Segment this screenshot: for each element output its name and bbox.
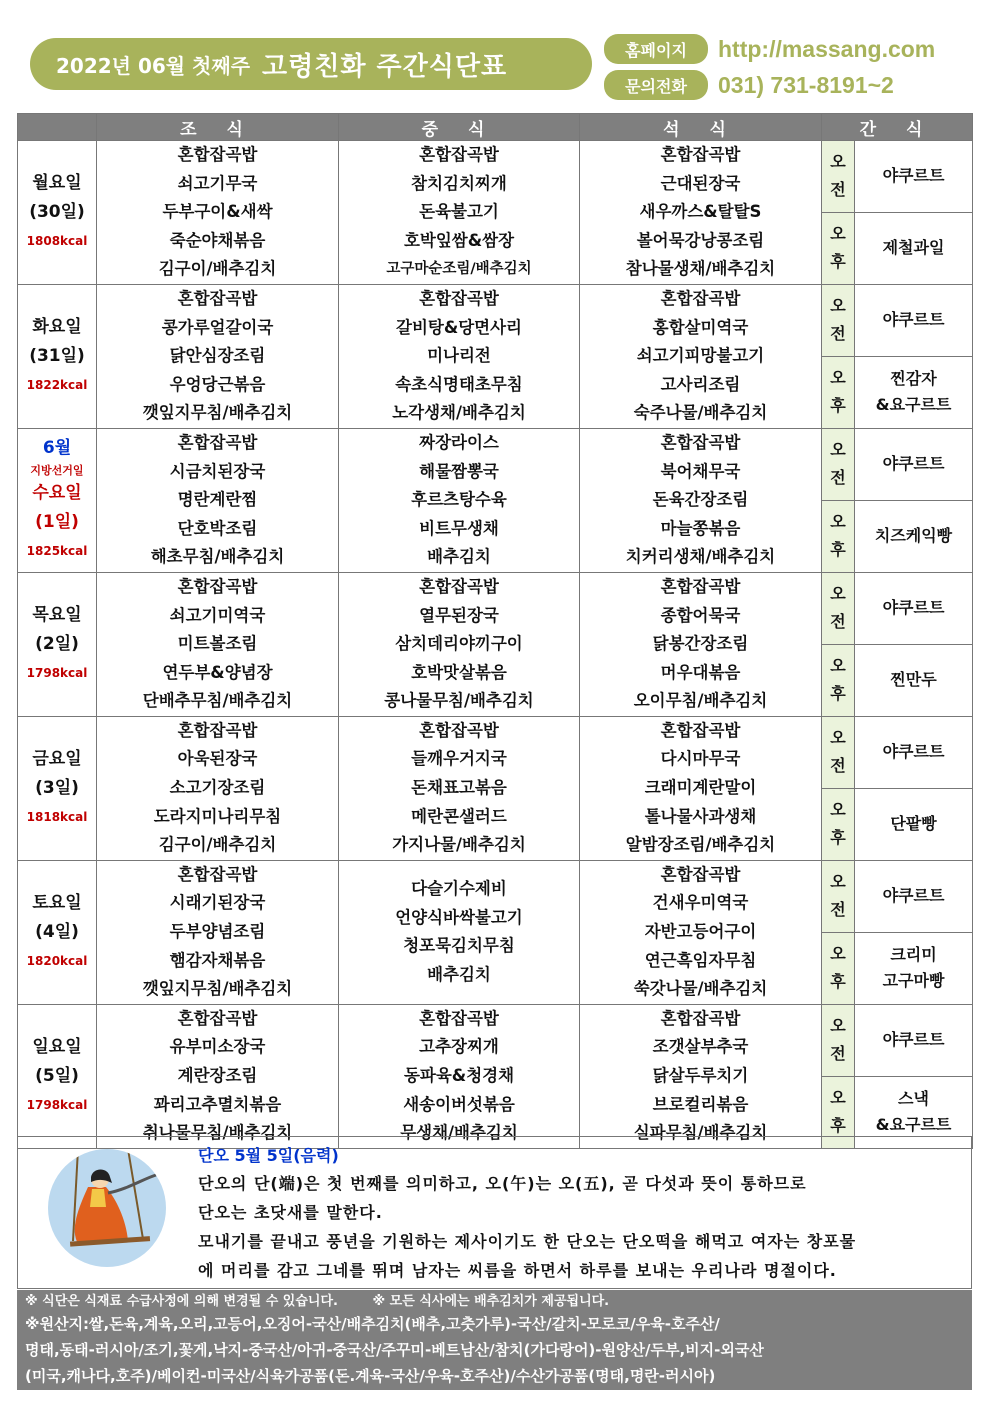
- dinner-cell: [580, 428, 822, 572]
- dinner-item: 닭봉간장조림: [652, 634, 749, 654]
- lunch-item: 속초식명태초무침: [395, 374, 523, 394]
- snack-am-char: 전: [830, 1044, 846, 1064]
- snack-pm-cell: [855, 788, 973, 860]
- lunch-item: 혼합잡곡밥: [419, 576, 499, 596]
- breakfast-item: 깻잎지무침/배추김치: [142, 403, 293, 423]
- lunch-item: 배추김치: [427, 964, 491, 984]
- breakfast-item: 혼합잡곡밥: [177, 432, 258, 452]
- snack-am-item: 야쿠르트: [882, 742, 945, 762]
- lunch-cell: [339, 572, 580, 716]
- snack-pm-item: 단팥빵: [890, 814, 937, 834]
- snack-am-label: [822, 716, 855, 788]
- lunch-item: 다슬기수제비: [411, 879, 507, 899]
- snack-pm-item: 크리미: [890, 945, 937, 965]
- day-cell: [18, 572, 97, 716]
- breakfast-item: 도라지미나리무침: [153, 806, 282, 826]
- footer-notice: [17, 1290, 972, 1390]
- snack-pm-char: 후: [830, 252, 846, 272]
- breakfast-item: 미트볼조림: [177, 634, 258, 654]
- lunch-cell: [339, 428, 580, 572]
- snack-pm-label: [822, 356, 855, 428]
- day-cell: [18, 860, 97, 1004]
- menu-header-row: [18, 114, 973, 141]
- snack-pm-item: &요구르트: [875, 395, 952, 415]
- dinner-item: 북어채무국: [660, 461, 741, 481]
- breakfast-item: 계란장조림: [177, 1066, 258, 1085]
- title-banner: [30, 38, 592, 90]
- snack-pm-item: 제철과일: [882, 238, 945, 258]
- dinner-item: 홍합살미역국: [652, 317, 749, 337]
- day-name: 토요일: [32, 892, 82, 913]
- day-kcal: 1820kcal: [26, 953, 88, 968]
- dinner-item: 혼합잡곡밥: [660, 1008, 741, 1028]
- lunch-item: 콩나물무침/배추김치: [384, 691, 534, 711]
- notice-kimchi: ※ 모든 식사에는 배추김치가 제공됩니다.: [372, 1294, 610, 1309]
- snack-pm-item: 찐감자: [890, 369, 937, 389]
- breakfast-item: 쇠고기미역국: [169, 605, 266, 625]
- day-row: [18, 572, 973, 644]
- note-title: 단오 5월 5일(음력): [198, 1146, 339, 1165]
- lunch-item: 고추장찌개: [419, 1037, 499, 1057]
- lunch-item: 언양식바싹불고기: [395, 907, 523, 927]
- lunch-cell: [339, 284, 580, 428]
- lunch-item: 혼합잡곡밥: [419, 288, 499, 308]
- snack-pm-char: 후: [830, 972, 846, 992]
- snack-am-label: [822, 284, 855, 356]
- snack-am-cell: [855, 572, 973, 644]
- lunch-item: 고구마순조림/배추김치: [386, 261, 532, 278]
- snack-pm-cell: [855, 932, 973, 1004]
- lunch-item: 배추김치: [427, 547, 491, 567]
- dano-note: [17, 1136, 972, 1289]
- footer-notices: [25, 1293, 964, 1311]
- col-lunch: 중 식: [339, 114, 580, 141]
- breakfast-item: 명란계란찜: [177, 490, 258, 510]
- breakfast-item: 혼합잡곡밥: [177, 288, 258, 308]
- origin-line-2: 명태,동태-러시아/조기,꽃게,낙지-중국산/아귀-중국산/주꾸미-베트남산/참치(가다랑어)-원양산/두부,비지-외국산: [25, 1341, 764, 1359]
- lunch-item: 후르츠탕수육: [411, 490, 507, 510]
- breakfast-item: 혼합잡곡밥: [177, 1008, 258, 1028]
- snack-am-label: [822, 860, 855, 932]
- day-name: 수요일: [32, 483, 82, 504]
- homepage-link[interactable]: http://massang.com: [718, 35, 936, 62]
- snack-pm-item: 치즈케익빵: [874, 526, 953, 546]
- dinner-item: 혼합잡곡밥: [660, 432, 741, 452]
- day-kcal: 1798kcal: [26, 1097, 88, 1112]
- dinner-cell: [580, 284, 822, 428]
- snack-am-char: 오: [830, 152, 846, 172]
- origin-line-1: ※원산지:쌀,돈육,계육,오리,고등어,오징어-국산/배추김치(배추,고춧가루)-국산/갈치-모로코/우육-호주산/: [25, 1315, 720, 1333]
- breakfast-item: 연두부&양념장: [162, 662, 273, 682]
- phone-label: 문의전화: [604, 70, 708, 100]
- snack-pm-char: 오: [830, 944, 846, 964]
- snack-pm-item: &요구르트: [875, 1115, 952, 1135]
- breakfast-item: 김구이/배추김치: [158, 835, 277, 855]
- snack-pm-cell: [855, 500, 973, 572]
- lunch-item: 새송이버섯볶음: [403, 1094, 515, 1114]
- snack-pm-item: 스낵: [898, 1089, 929, 1109]
- day-cell: [18, 428, 97, 572]
- snack-am-cell: [855, 284, 973, 356]
- snack-pm-char: 오: [830, 368, 846, 388]
- snack-am-item: 야쿠르트: [882, 454, 945, 474]
- day-row: [18, 141, 973, 213]
- snack-pm-label: [822, 932, 855, 1004]
- dinner-item: 자반고등어구이: [644, 922, 757, 942]
- notice-change: ※ 식단은 식재료 수급사정에 의해 변경될 수 있습니다.: [25, 1294, 338, 1309]
- lunch-item: 미나리전: [427, 346, 491, 366]
- dinner-item: 쇠고기피망불고기: [636, 346, 765, 366]
- snack-am-cell: [855, 428, 973, 500]
- dinner-item: 크래미계란말이: [644, 778, 757, 798]
- dinner-cell: [580, 141, 822, 285]
- snack-am-char: 오: [830, 1016, 846, 1036]
- phone-row: [604, 70, 974, 100]
- day-holiday: 지방선거일: [30, 464, 84, 478]
- snack-am-label: [822, 141, 855, 213]
- breakfast-item: 시금치된장국: [169, 461, 266, 481]
- origin-line-3: (미국,캐나다,호주)/베이컨-미국산/식육가공품(돈.계육-국산/우육-호주산)/수산가공품(명태,명란-러시아): [25, 1367, 716, 1385]
- snack-am-char: 전: [830, 468, 846, 488]
- dinner-item: 건새우미역국: [652, 893, 749, 913]
- snack-am-cell: [855, 141, 973, 213]
- snack-am-char: 전: [830, 612, 846, 632]
- dinner-item: 오이무침/배추김치: [633, 691, 768, 711]
- breakfast-item: 단배추무침/배추김치: [142, 691, 293, 711]
- day-row: [18, 428, 973, 500]
- day-date: (2일): [35, 633, 79, 654]
- snack-am-char: 오: [830, 872, 846, 892]
- snack-pm-cell: [855, 644, 973, 716]
- dinner-item: 참나물생채/배추김치: [625, 259, 776, 279]
- breakfast-cell: [97, 141, 339, 285]
- dinner-item: 머우대볶음: [660, 662, 741, 682]
- breakfast-item: 소고기장조림: [169, 778, 266, 798]
- snack-pm-char: 오: [830, 1088, 846, 1108]
- breakfast-item: 우엉당근볶음: [169, 374, 266, 394]
- day-cell: [18, 1004, 97, 1148]
- snack-pm-item: 고구마빵: [882, 971, 945, 991]
- day-name: 월요일: [32, 172, 82, 193]
- lunch-item: 동파육&청경채: [403, 1066, 515, 1085]
- dinner-item: 혼합잡곡밥: [660, 864, 741, 884]
- dinner-item: 종합어묵국: [660, 605, 741, 625]
- dinner-cell: [580, 572, 822, 716]
- lunch-cell: [339, 860, 580, 1004]
- snack-am-item: 야쿠르트: [882, 1030, 945, 1050]
- dinner-item: 닭살두루치기: [652, 1066, 749, 1085]
- lunch-item: 갈비탕&당면사리: [396, 317, 522, 337]
- col-dinner: 석 식: [580, 114, 822, 141]
- breakfast-item: 혼합잡곡밥: [177, 720, 258, 740]
- breakfast-cell: [97, 860, 339, 1004]
- snack-pm-char: 오: [830, 656, 846, 676]
- dinner-item: 조갯살부추국: [652, 1037, 749, 1057]
- lunch-item: 돈채표고볶음: [411, 778, 507, 798]
- snack-pm-char: 후: [830, 396, 846, 416]
- lunch-item: 혼합잡곡밥: [419, 145, 499, 164]
- dinner-item: 다시마무국: [660, 749, 741, 769]
- breakfast-item: 깻잎지무침/배추김치: [142, 979, 293, 999]
- snack-am-char: 전: [830, 900, 846, 920]
- col-breakfast: 조 식: [97, 114, 339, 141]
- lunch-item: 삼치데리야끼구이: [395, 634, 523, 654]
- lunch-cell: [339, 716, 580, 860]
- day-date: (30일): [29, 201, 85, 222]
- day-kcal: 1825kcal: [26, 544, 88, 559]
- lunch-item: 노각생채/배추김치: [392, 403, 526, 423]
- breakfast-item: 아욱된장국: [177, 749, 258, 769]
- dinner-item: 브로컬리볶음: [652, 1094, 749, 1114]
- snack-am-label: [822, 428, 855, 500]
- day-kcal: 1798kcal: [26, 665, 88, 680]
- breakfast-item: 죽순야채볶음: [169, 230, 266, 250]
- snack-pm-char: 오: [830, 800, 846, 820]
- dinner-cell: [580, 716, 822, 860]
- snack-am-char: 전: [830, 180, 846, 200]
- day-name: 일요일: [32, 1036, 82, 1057]
- dinner-item: 연근흑임자무침: [644, 950, 757, 970]
- breakfast-cell: [97, 716, 339, 860]
- day-date: (4일): [35, 921, 79, 942]
- lunch-item: 열무된장국: [419, 605, 499, 625]
- snack-am-label: [822, 572, 855, 644]
- day-name: 목요일: [32, 604, 82, 625]
- day-date: (31일): [29, 345, 85, 366]
- snack-am-char: 전: [830, 756, 846, 776]
- lunch-item: 참치김치찌개: [411, 173, 507, 193]
- breakfast-item: 꽈리고추멸치볶음: [153, 1094, 282, 1114]
- day-cell: [18, 284, 97, 428]
- snack-am-label: [822, 1004, 855, 1076]
- lunch-item: 무생채/배추김치: [400, 1123, 518, 1143]
- lunch-item: 호박맛살볶음: [411, 662, 507, 682]
- snack-pm-label: [822, 212, 855, 284]
- breakfast-item: 김구이/배추김치: [158, 259, 277, 279]
- dinner-item: 치커리생채/배추김치: [625, 547, 776, 567]
- lunch-item: 혼합잡곡밥: [419, 1008, 499, 1028]
- breakfast-item: 콩가루얼갈이국: [161, 317, 274, 337]
- day-month: 6월: [42, 438, 72, 459]
- snack-pm-char: 후: [830, 828, 846, 848]
- swing-illustration: [48, 1149, 166, 1267]
- dinner-item: 고사리조림: [660, 374, 741, 394]
- day-date: (5일): [35, 1065, 79, 1086]
- lunch-item: 들깨우거지국: [411, 749, 507, 769]
- dinner-item: 숙주나물/배추김치: [633, 403, 768, 423]
- snack-pm-char: 후: [830, 540, 846, 560]
- dinner-item: 실파무침/배추김치: [633, 1123, 768, 1143]
- snack-am-item: 야쿠르트: [882, 166, 945, 186]
- dinner-item: 돈육간장조림: [652, 490, 749, 510]
- breakfast-item: 두부구이&새싹: [162, 202, 273, 222]
- breakfast-item: 두부양념조림: [169, 922, 266, 942]
- note-line-2: 단오는 초닷새를 말한다.: [198, 1203, 383, 1222]
- dinner-cell: [580, 860, 822, 1004]
- homepage-label: 홈페이지: [604, 34, 708, 64]
- dinner-item: 알밤장조림/배추김치: [625, 835, 776, 855]
- snack-am-char: 오: [830, 296, 846, 316]
- dinner-item: 혼합잡곡밥: [660, 576, 741, 596]
- lunch-item: 가지나물/배추김치: [392, 835, 526, 855]
- snack-am-item: 야쿠르트: [882, 886, 945, 906]
- snack-am-cell: [855, 716, 973, 788]
- day-kcal: 1818kcal: [26, 809, 88, 824]
- dinner-item: 볼어묵강낭콩조림: [636, 230, 765, 250]
- note-line-3: 모내기를 끝내고 풍년을 기원하는 제사이기도 한 단오는 단오떡을 해먹고 여자는 창포물: [198, 1232, 857, 1251]
- day-date: (3일): [35, 777, 79, 798]
- breakfast-cell: [97, 428, 339, 572]
- day-row: [18, 860, 973, 932]
- snack-am-char: 오: [830, 728, 846, 748]
- snack-am-cell: [855, 1004, 973, 1076]
- lunch-item: 청포묵김치무침: [403, 936, 515, 956]
- snack-pm-cell: [855, 212, 973, 284]
- day-name: 화요일: [32, 316, 82, 337]
- breakfast-item: 닭안심장조림: [169, 346, 266, 366]
- title-subtitle: 2022년 06월 첫째주: [56, 53, 251, 78]
- lunch-item: 호박잎쌈&쌈장: [403, 230, 515, 250]
- day-cell: [18, 716, 97, 860]
- breakfast-item: 시래기된장국: [169, 893, 266, 913]
- dinner-item: 근대된장국: [660, 173, 741, 193]
- breakfast-cell: [97, 572, 339, 716]
- lunch-item: 비트무생채: [419, 518, 499, 538]
- breakfast-item: 혼합잡곡밥: [177, 145, 258, 164]
- day-kcal: 1808kcal: [26, 233, 88, 248]
- lunch-item: 해물짬뽕국: [419, 461, 499, 481]
- snack-am-char: 오: [830, 440, 846, 460]
- snack-am-cell: [855, 860, 973, 932]
- homepage-row: [604, 34, 974, 64]
- menu-table: [17, 113, 973, 1149]
- lunch-cell: [339, 1004, 580, 1148]
- snack-pm-char: 오: [830, 224, 846, 244]
- note-line-1: 단오의 단(端)은 첫 번째를 의미하고, 오(午)는 오(五), 곧 다섯과 뜻이 통하므로: [198, 1174, 807, 1193]
- menu-body: [18, 141, 973, 1149]
- snack-pm-label: [822, 788, 855, 860]
- breakfast-cell: [97, 284, 339, 428]
- lunch-item: 짜장라이스: [419, 432, 499, 452]
- snack-pm-item: 찐만두: [890, 670, 937, 690]
- corner-cell: [18, 114, 97, 141]
- snack-pm-cell: [855, 356, 973, 428]
- breakfast-item: 혼합잡곡밥: [177, 576, 258, 596]
- col-snack: 간 식: [822, 114, 973, 141]
- dinner-item: 혼합잡곡밥: [660, 288, 741, 308]
- lunch-item: 메란콘샐러드: [411, 806, 507, 826]
- lunch-item: 혼합잡곡밥: [419, 720, 499, 740]
- breakfast-item: 유부미소장국: [169, 1037, 266, 1057]
- snack-pm-char: 후: [830, 1116, 846, 1136]
- day-row: [18, 716, 973, 788]
- dinner-item: 혼합잡곡밥: [660, 720, 741, 740]
- dinner-item: 톨나물사과생채: [644, 806, 757, 826]
- breakfast-item: 해초무침/배추김치: [150, 547, 285, 567]
- snack-pm-char: 후: [830, 684, 846, 704]
- day-row: [18, 284, 973, 356]
- breakfast-cell: [97, 1004, 339, 1148]
- breakfast-item: 쇠고기무국: [177, 173, 258, 193]
- dinner-item: 새우까스&탈탈S: [639, 202, 762, 222]
- lunch-cell: [339, 141, 580, 285]
- day-kcal: 1822kcal: [26, 377, 88, 392]
- dinner-item: 쑥갓나물/배추김치: [633, 979, 768, 999]
- dinner-item: 마늘쫑볶음: [660, 518, 741, 538]
- snack-am-item: 야쿠르트: [882, 310, 945, 330]
- snack-pm-label: [822, 500, 855, 572]
- phone-number: 031) 731-8191~2: [718, 71, 894, 98]
- day-date: (1일): [35, 512, 79, 533]
- snack-am-char: 전: [830, 324, 846, 344]
- breakfast-item: 혼합잡곡밥: [177, 864, 258, 884]
- lunch-item: 돈육불고기: [419, 202, 499, 222]
- dinner-item: 혼합잡곡밥: [660, 145, 741, 164]
- breakfast-item: 햄감자채볶음: [169, 950, 266, 970]
- snack-am-item: 야쿠르트: [882, 598, 945, 618]
- note-line-4: 에 머리를 감고 그네를 뛰며 남자는 씨름을 하면서 하루를 보내는 우리나라 명절이다.: [198, 1261, 837, 1280]
- page-title: 고령친화 주간식단표: [262, 51, 508, 82]
- dinner-cell: [580, 1004, 822, 1148]
- day-cell: [18, 141, 97, 285]
- snack-pm-char: 오: [830, 512, 846, 532]
- breakfast-item: 단호박조림: [177, 518, 258, 538]
- day-name: 금요일: [32, 748, 82, 769]
- breakfast-item: 취나물무침/배추김치: [142, 1123, 293, 1143]
- day-row: [18, 1004, 973, 1076]
- snack-pm-label: [822, 644, 855, 716]
- snack-am-char: 오: [830, 584, 846, 604]
